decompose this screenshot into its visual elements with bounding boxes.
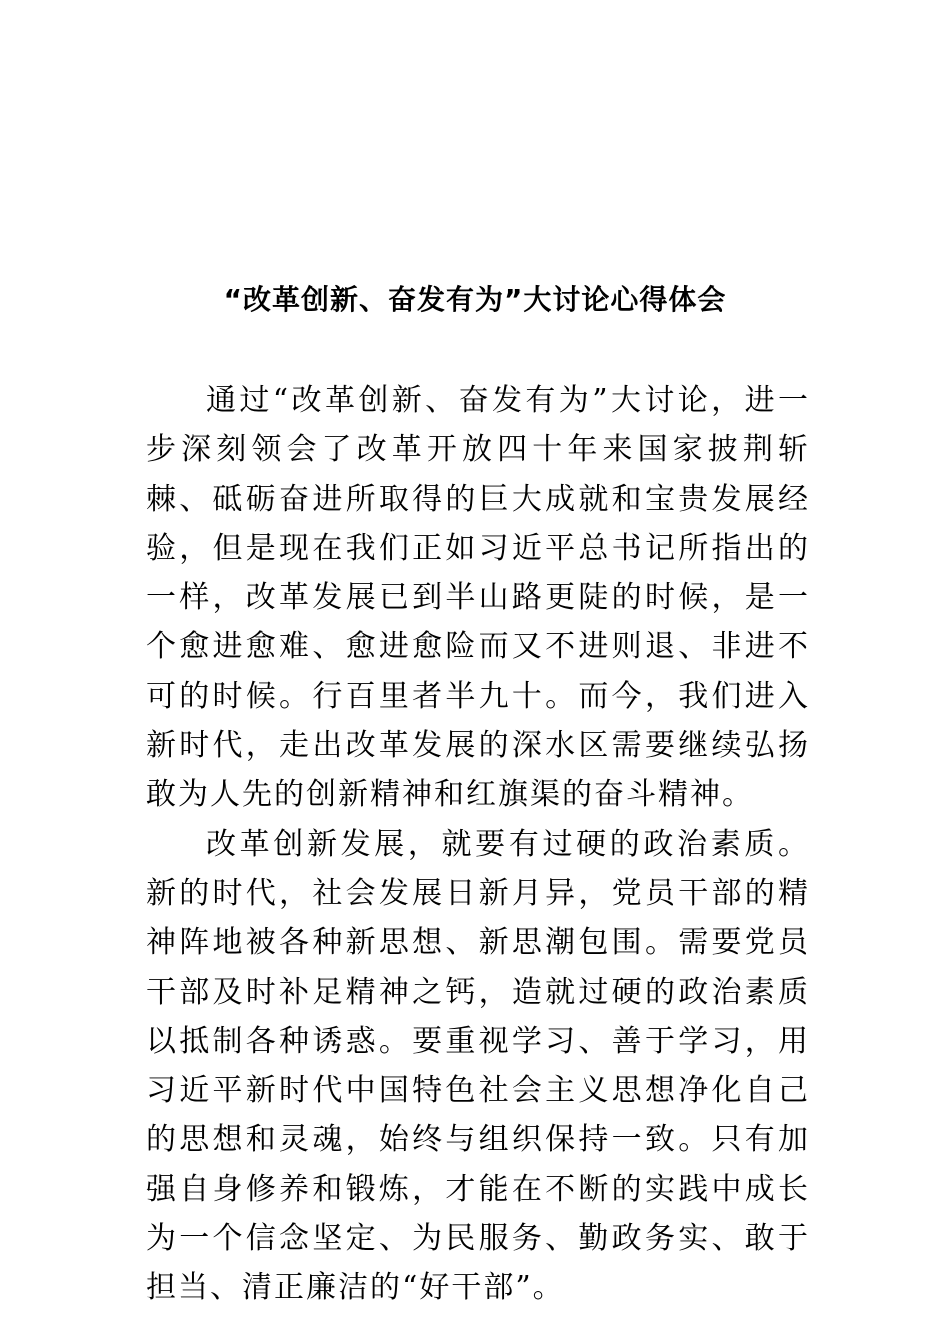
document-body — [146, 376, 810, 1313]
document-title: “改革创新、奋发有为”大讨论心得体会 — [223, 283, 727, 316]
body-paragraph-2: 改革创新发展，就要有过硬的政治素质。新的时代，社会发展日新月异，党员干部的精神阵地被各种新思想、新思潮包围。需要党员干部及时补足精神之钙，造就过硬的政治素质以抵制各种诱惑。要重视学习、善于学习，用习近平新时代中国特色社会主义思想净化自己的思想和灵魂，始终与组织保持一致。只有加强自身修养和锻炼，才能在不断的实践中成长为一个信念坚定、为民服务、勤政务实、敢于担当、清正廉洁的“好干部”。 — [146, 826, 810, 1306]
body-paragraph-1: 通过“改革创新、奋发有为”大讨论，进一步深刻领会了改革开放四十年来国家披荆斩棘、砥砺奋进所取得的巨大成就和宝贵发展经验，但是现在我们正如习近平总书记所指出的一样，改革发展已到半山路更陡的时候，是一个愈进愈难、愈进愈险而又不进则退、非进不可的时候。行百里者半九十。而今，我们进入新时代，走出改革发展的深水区需要继续弘扬敢为人先的创新精神和红旗渠的奋斗精神。 — [146, 383, 810, 813]
